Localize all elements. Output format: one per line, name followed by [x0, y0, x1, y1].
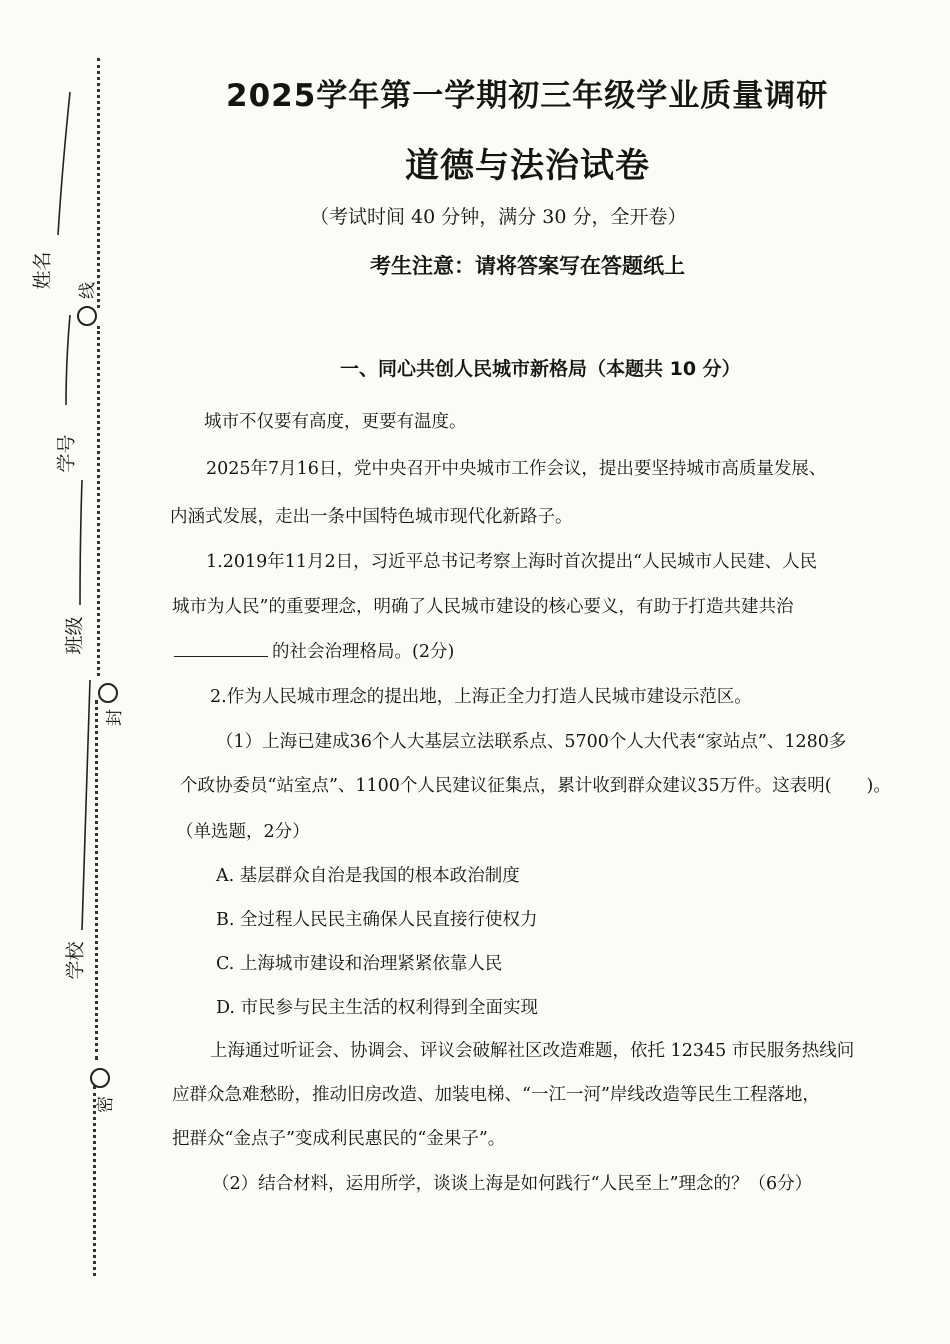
question-1-answer-line	[174, 638, 454, 663]
question-2-2: （2）结合材料，运用所学，谈谈上海是如何践行“人民至上”理念的？（6分）	[212, 1174, 813, 1194]
option-b: B. 全过程人民民主确保人民直接行使权力	[216, 910, 538, 930]
material-line: 应群众急难愁盼，推动旧房改造、加装电梯、“一江一河”岸线改造等民生工程落地，	[172, 1085, 820, 1105]
binding-label-student-id: 学号	[55, 434, 78, 473]
question-1-line: 1.2019年11月2日，习近平总书记考察上海时首次提出“人民城市人民建、人民	[206, 552, 818, 572]
binding-label-name: 姓名	[31, 251, 54, 290]
question-1-line: 城市为人民”的重要理念，明确了人民城市建设的核心要义，有助于打造共建共治	[172, 597, 794, 617]
binding-marker-seal: 封	[105, 709, 125, 726]
binding-ring-3	[90, 1068, 110, 1088]
binding-marker-secret: 密	[96, 1096, 116, 1113]
binding-marker-line: 线	[78, 282, 98, 299]
exam-notice: 考生注意：请将答案写在答题纸上	[370, 254, 685, 278]
question-2-1-line: 个政协委员“站室点”、1100个人民建议征集点，累计收到群众建议35万件。这表明( )。	[180, 776, 891, 796]
option-d: D. 市民参与民主生活的权利得到全面实现	[216, 998, 539, 1018]
option-a: A. 基层群众自治是我国的根本政治制度	[216, 866, 520, 886]
section-title: 一、同心共创人民城市新格局（本题共 10 分）	[340, 358, 741, 380]
binding-label-school: 学校	[64, 941, 87, 980]
exam-title: 2025学年第一学期初三年级学业质量调研	[226, 78, 829, 114]
option-c: C. 上海城市建设和治理紧紧依靠人民	[216, 954, 503, 974]
paragraph-line: 内涵式发展，走出一条中国特色城市现代化新路子。	[170, 507, 573, 527]
exam-subject: 道德与法治试卷	[405, 146, 650, 186]
intro-line: 城市不仅要有高度，更要有温度。	[204, 412, 467, 432]
answer-blank[interactable]	[174, 642, 268, 657]
question-2-1-line: （单选题，2分）	[176, 822, 310, 842]
question-2-1-line: （1）上海已建成36个人大基层立法联系点、5700个人大代表“家站点”、1280多	[216, 732, 847, 752]
exam-info: （考试时间 40 分钟，满分 30 分，全开卷）	[310, 206, 687, 228]
paragraph-line: 2025年7月16日，党中央召开中央城市工作会议，提出要坚持城市高质量发展、	[206, 459, 827, 479]
binding-ring-1	[77, 306, 97, 326]
question-1-tail: 的社会治理格局。(2分)	[272, 642, 455, 662]
material-line: 把群众“金点子”变成利民惠民的“金果子”。	[172, 1129, 506, 1149]
material-line: 上海通过听证会、协调会、评议会破解社区改造难题，依托 12345 市民服务热线问	[210, 1041, 855, 1061]
question-2-intro: 2.作为人民城市理念的提出地，上海正全力打造人民城市建设示范区。	[210, 687, 752, 707]
binding-label-class: 班级	[63, 616, 86, 655]
binding-ring-2	[98, 683, 118, 703]
